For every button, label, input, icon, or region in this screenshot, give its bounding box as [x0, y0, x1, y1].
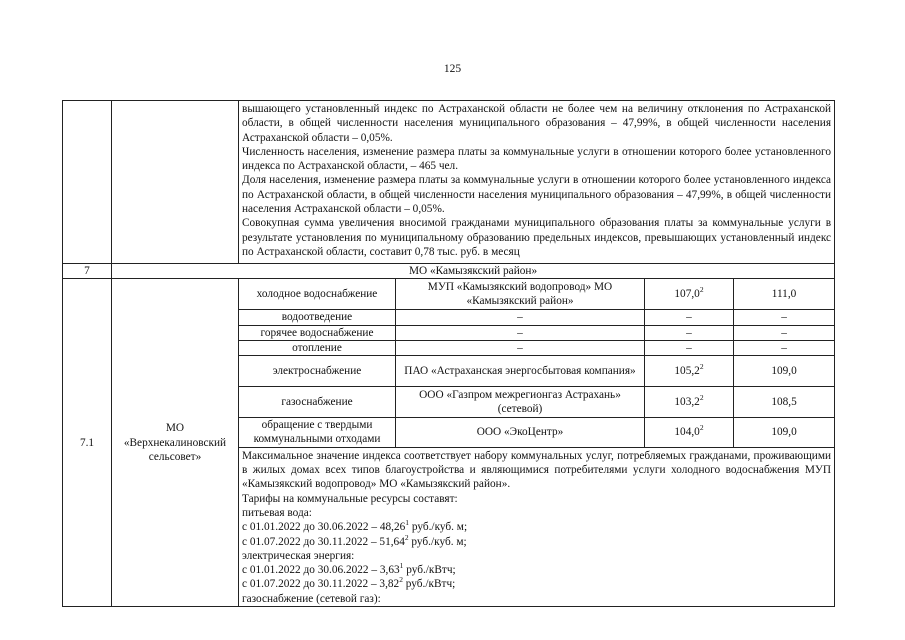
limit-value: – [734, 325, 835, 340]
index-value: 107,0$^2$ [645, 279, 734, 310]
electric-tariff-1: с 01.01.2022 до 30.06.2022 – 3,63$^1$ руб./кВтч; [242, 561, 456, 577]
index-value: – [645, 340, 734, 355]
limit-value: – [734, 340, 835, 355]
index-value: 103,2$^2$ [645, 387, 734, 418]
water-tariff-2: с 01.07.2022 до 30.11.2022 – 51,64$^2$ руб./куб. м; [242, 532, 467, 548]
electric-tariff-2: с 01.07.2022 до 30.11.2022 – 3,82$^2$ руб./кВтч; [242, 575, 456, 591]
service-provider: – [396, 310, 645, 325]
service-row [63, 279, 835, 310]
water-heading: питьевая вода: [242, 506, 312, 519]
continuation-row [63, 101, 835, 264]
section-title: МО «Камызякский район» [112, 264, 835, 279]
section-number: 7 [63, 264, 112, 279]
description-cell [239, 447, 835, 606]
service-name: холодное водоснабжение [239, 279, 396, 310]
index-value: – [645, 325, 734, 340]
limit-value: 108,5 [734, 387, 835, 418]
service-name: электроснабжение [239, 356, 396, 387]
service-provider: МУП «Камызякский водопровод» МО «Камызякский район» [396, 279, 645, 310]
row-number: 7.1 [63, 279, 112, 607]
limit-value: 111,0 [734, 279, 835, 310]
service-name: газоснабжение [239, 387, 396, 418]
limit-value: 109,0 [734, 418, 835, 448]
paragraph: Доля населения, изменение размера платы за коммунальные услуги в отношении которого более установленного индекса по Астраханской области, в общей численности населения муниципального образования – 47,99%, в общей численности населения Астраханской области – 0,05%. [242, 174, 832, 216]
paragraph: вышающего установленный индекс по Астраханской области не более чем на величину отклонения по Астраханской области, в общей численности населения муниципального образования – 47,99%, в общей численности населения Астраханской области – 0,05%. [242, 103, 832, 144]
limit-value: – [734, 310, 835, 325]
page-number: 125 [443, 63, 462, 75]
gas-heading: газоснабжение (сетевой газ): [242, 592, 381, 605]
service-provider: – [396, 325, 645, 340]
service-provider: ООО «Газпром межрегионгаз Астрахань» (сетевой) [396, 387, 645, 418]
service-name: горячее водоснабжение [239, 325, 396, 340]
tariff-table [62, 100, 835, 607]
service-name: водоотведение [239, 310, 396, 325]
paragraph: Совокупная сумма увеличения вносимой гражданами муниципального образования платы за коммунальные услуги в результате установления по муниципальному образованию предельных индексов, превышающих установленный индекс по Астраханской области, составит 0,78 тыс. руб. в месяц [242, 217, 832, 258]
service-name: отопление [239, 340, 396, 355]
service-provider: ПАО «Астраханская энергосбытовая компания» [396, 356, 645, 387]
paragraph: Численность населения, изменение размера платы за коммунальные услуги в отношении которого более установленного индекса по Астраханской области, – 465 чел. [242, 145, 832, 173]
tariffs-heading: Тарифы на коммунальные ресурсы составят: [242, 492, 458, 505]
continuation-text-cell [239, 101, 835, 264]
index-value: 104,0$^2$ [645, 418, 734, 448]
water-tariff-1: с 01.01.2022 до 30.06.2022 – 48,26$^1$ руб./куб. м; [242, 518, 468, 534]
municipality-name: МО «Верхнекалиновский сельсовет» [112, 279, 239, 607]
empty-number-cell [63, 101, 112, 264]
limit-value: 109,0 [734, 356, 835, 387]
index-value: 105,2$^2$ [645, 356, 734, 387]
description-intro: Максимальное значение индекса соответствует набору коммунальных услуг, потребляемых гражданами, проживающими в жилых домах всех типов благоустройства и являющимися потребителями услуги холодного водоснабжения МУП «Камызякский водопровод» МО «Камызякский район». [242, 449, 832, 491]
service-name: обращение с твердыми коммунальными отходами [239, 418, 396, 448]
service-provider: ООО «ЭкоЦентр» [396, 418, 645, 448]
service-provider: – [396, 340, 645, 355]
index-value: – [645, 310, 734, 325]
section-header-row [63, 264, 835, 279]
empty-municipality-cell [112, 101, 239, 264]
electric-heading: электрическая энергия: [242, 549, 355, 562]
